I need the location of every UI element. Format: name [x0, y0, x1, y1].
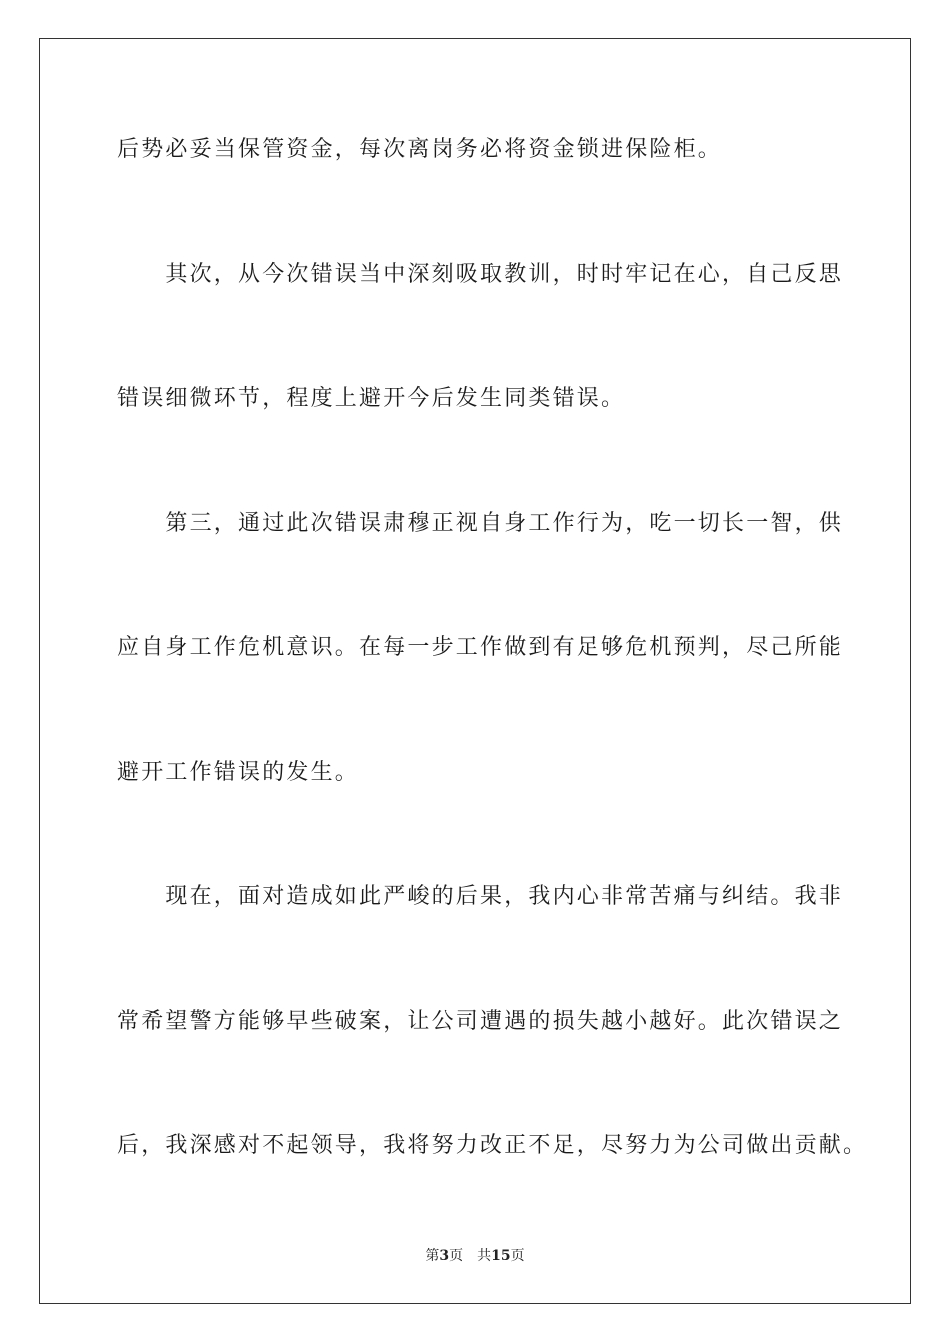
text-line: 其次，从今次错误当中深刻吸取教训，时时牢记在心，自己反思 — [117, 262, 844, 287]
text-line: 应自身工作危机意识。在每一步工作做到有足够危机预判，尽己所能 — [117, 635, 844, 660]
text-line: 现在，面对造成如此严峻的后果，我内心非常苦痛与纠结。我非 — [117, 884, 844, 909]
text-line: 后势必妥当保管资金，每次离岗务必将资金锁进保险柜。 — [117, 137, 723, 162]
text-line: 第三，通过此次错误肃穆正视自身工作行为，吃一切长一智，供 — [117, 511, 844, 536]
page-footer — [0, 1247, 950, 1265]
page-frame — [39, 38, 911, 1304]
text-line: 后，我深感对不起领导，我将努力改正不足，尽努力为公司做出贡献。 — [117, 1133, 868, 1158]
page-suffix: 页 — [449, 1248, 464, 1264]
text-line: 错误细微环节，程度上避开今后发生同类错误。 — [117, 386, 626, 411]
total-pages: 15 — [491, 1248, 511, 1264]
total-prefix: 共 — [477, 1248, 492, 1264]
page-number: 3 — [439, 1248, 450, 1264]
total-suffix: 页 — [510, 1248, 525, 1264]
text-line: 常希望警方能够早些破案，让公司遭遇的损失越小越好。此次错误之 — [117, 1009, 844, 1034]
page-prefix: 第 — [425, 1248, 440, 1264]
text-line: 避开工作错误的发生。 — [117, 760, 360, 785]
